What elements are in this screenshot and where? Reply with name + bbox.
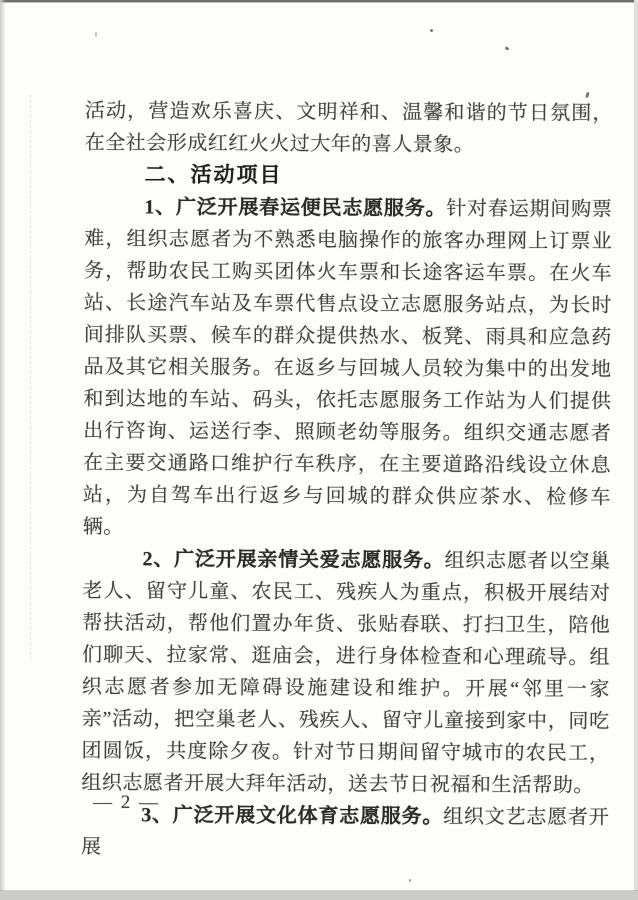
scan-speck [505,46,510,50]
item-2-lead: 2、广泛开展亲情关爱志愿服务。 [142,548,445,572]
scan-edge-left [0,0,6,900]
scan-speck [409,879,411,882]
scan-edge-bottom [0,891,638,900]
item-1-lead: 1、广泛开展春运便民志愿服务。 [144,196,447,220]
scan-edge-right [634,0,638,900]
section-heading: 二、活动项目 [144,163,283,188]
scan-edge-top [0,0,638,3]
page-number: — 2 — [92,791,161,814]
item-3-lead: 3、广泛开展文化体育志愿服务。 [141,804,444,828]
item-3-body: 组织文艺志愿者开展 [81,805,610,859]
document-content [81,95,613,866]
binding-fold-line [30,95,31,660]
scan-speck [95,32,97,37]
numbered-item-1 [83,191,613,546]
item-2-body: 组织志愿者以空巢老人、留守儿童、农民工、残疾人为重点，积极开展结对帮扶活动，帮他们置办年货、张贴春联、打扫卫生，陪他们聊天、拉家常、逛庙会，进行身体检查和心理疏导。组织志愿者参加无障碍设施建设和维护。开展“邻里一家亲”活动，把空巢老人、残疾人、留守儿童接到家中，同吃团圆饭，共度除夕夜。针对节日期间留守城市的农民工，组织志愿者开展大拜年活动，送去节日祝福和生活帮助。 [81,549,611,797]
numbered-item-2 [81,543,610,802]
numbered-item-3 [81,799,609,866]
scan-speck [430,29,433,32]
item-1-body: 针对春运期间购票难，组织志愿者为不熟悉电脑操作的旅客办理网上订票业务，帮助农民工购买团体火车票和长途客运车票。在火车站、长途汽车站及车票代售点设立志愿服务站点，为长时间排队买票、候车的群众提供热水、板凳、雨具和应急药品及其它相关服务。在返乡与回城人员较为集中的出发地和到达地的车站、码头，依托志愿服务工作站为人们提供出行咨询、运送行李、照顾老幼等服务。组织交通志愿者在主要交通路口维护行车秩序，在主要道路沿线设立休息站，为自驾车出行返乡与回城的群众供应茶水、检修车辆。 [82,197,613,539]
paragraph-continuation: 活动，营造欢乐喜庆、文明祥和、温馨和谐的节日氛围，在全社会形成红红火火过大年的喜人景象。 [84,99,613,157]
